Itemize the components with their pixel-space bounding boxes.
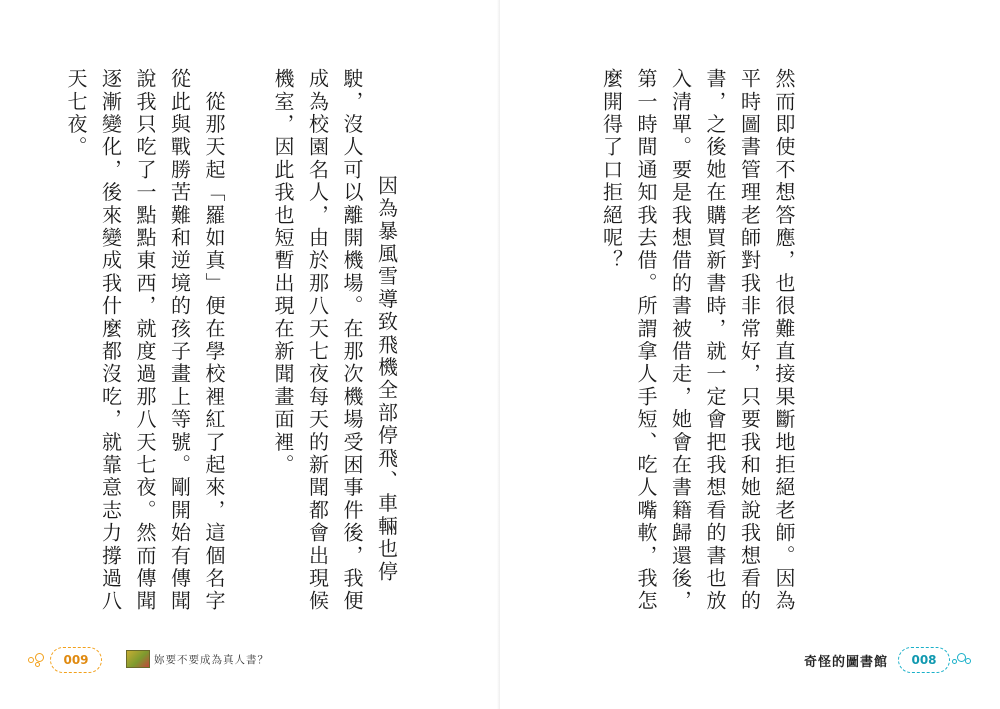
page-number: 009 <box>50 647 102 673</box>
left-page-body <box>58 68 438 613</box>
running-title: 妳要不要成為真人書？ <box>154 654 269 666</box>
right-page <box>500 0 1000 709</box>
left-footer <box>0 647 500 673</box>
book-cover-icon <box>126 650 150 668</box>
page-number: 008 <box>898 647 950 673</box>
right-page-body <box>568 68 870 613</box>
paragraph: 因為暴風雪導致飛機全部停飛、車輛也停駛，沒人可以離開機場。在那次機場受困事件後，我便成為校園名人，由於那八天七夜每天的新聞都會出現候機室，因此我也短暫出現在新聞畫面裡。 <box>271 68 399 613</box>
decorative-circles-icon <box>28 653 48 665</box>
paragraph: 然而即使不想答應，也很難直接果斷地拒絕老師。因為平時圖書管理老師對我非常好，只要我和她說我想看的書，之後她在購買新書時，就一定會把我想看的書也放入清單。要是我想借的書被借走，她會在書籍歸還後，第一時間通知我去借。所謂拿人手短、吃人嘴軟，我怎麼開得了口拒絕呢？ <box>599 68 796 613</box>
decorative-circles-icon <box>952 653 972 665</box>
running-title: 奇怪的圖書館 <box>803 655 888 670</box>
right-footer <box>500 647 1000 673</box>
paragraph: 從那天起「羅如真」便在學校裡紅了起來，這個名字從此與戰勝苦難和逆境的孩子畫上等號。剛開始有傳聞說我只吃了一點點東西，就度過那八天七夜。然而傳聞逐漸變化，後來變成我什麼都沒吃，就靠意志力撐過八天七夜。 <box>64 68 226 613</box>
